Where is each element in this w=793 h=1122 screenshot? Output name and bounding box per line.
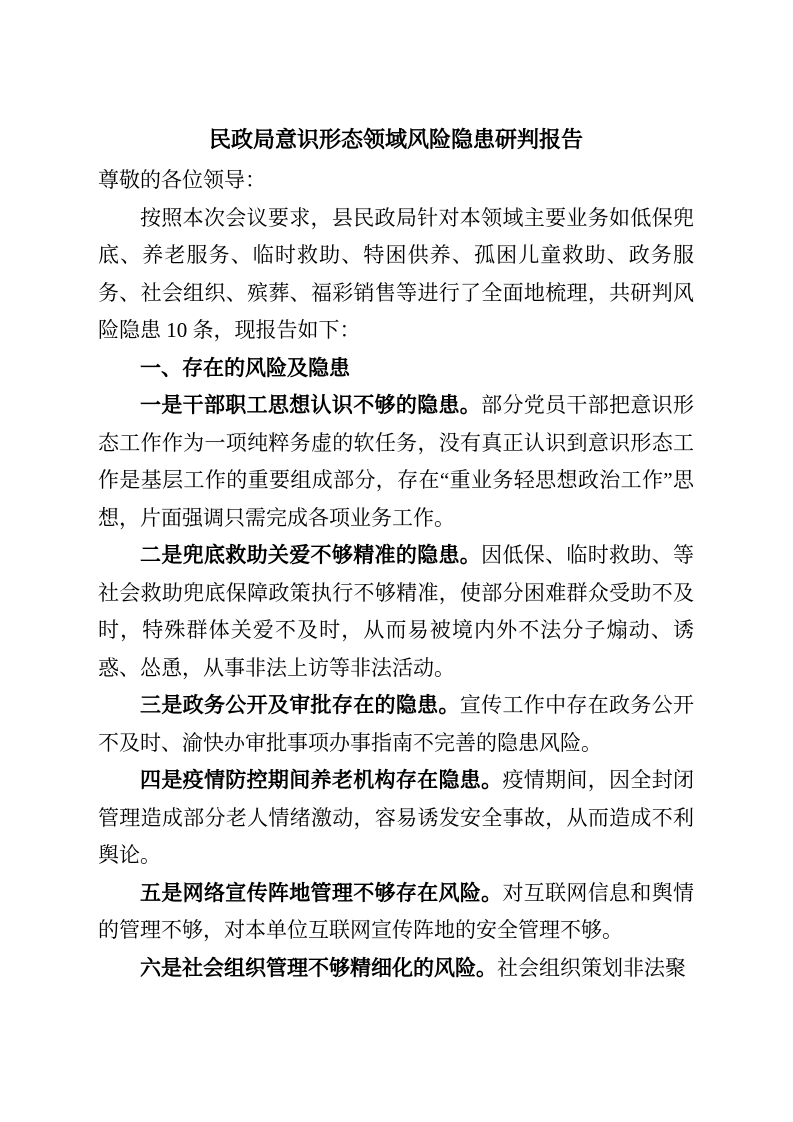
document-body [98, 162, 694, 987]
intro-paragraph [98, 200, 694, 350]
paragraph-lead: 一是干部职工思想认识不够的隐患。 [140, 393, 482, 417]
salutation-paragraph [98, 162, 694, 200]
risk-item-6-paragraph [98, 950, 694, 988]
risk-item-5-paragraph [98, 875, 694, 950]
paragraph-text: 部分党员干部把意识形态工作作为一项纯粹务虚的软任务，没有真正认识到意识形态工作是基层工作的重要组成部分，存在“重业务轻思想政治工作”思想，片面强调只需完成各项业务工作。 [98, 393, 695, 530]
paragraph-text: 尊敬的各位领导： [98, 168, 266, 192]
paragraph-text: 对互联网信息和舆情的管理不够，对本单位互联网宣传阵地的安全管理不够。 [98, 880, 695, 942]
paragraph-lead: 四是疫情防控期间养老机构存在隐患。 [140, 768, 503, 792]
paragraph-text: 按照本次会议要求，县民政局针对本领域主要业务如低保兜底、养老服务、临时救助、特困供养、孤困儿童救助、政务服务、社会组织、殡葬、福彩销售等进行了全面地梳理，共研判风险隐患 10 条，现报告如下： [98, 205, 694, 342]
paragraph-lead: 一、存在的风险及隐患 [140, 355, 350, 380]
paragraph-text: 宣传工作中存在政务公开不及时、渝快办审批事项办事指南不完善的隐患风险。 [98, 693, 695, 755]
paragraph-lead: 五是网络宣传阵地管理不够存在风险。 [140, 880, 503, 905]
risk-item-3-paragraph [98, 687, 694, 762]
paragraph-text: 因低保、临时救助、等社会救助兜底保障政策执行不够精准，使部分困难群众受助不及时，特殊群体关爱不及时，从而易被境内外不法分子煽动、诱惑、怂恿，从事非法上访等非法活动。 [98, 543, 695, 680]
risk-item-4-paragraph [98, 762, 694, 875]
paragraph-lead: 六是社会组织管理不够精细化的风险。 [140, 955, 497, 980]
paragraph-lead: 三是政务公开及审批存在的隐患。 [140, 693, 460, 717]
risk-item-2-paragraph [98, 537, 694, 687]
paragraph-text: 社会组织策划非法聚 [497, 955, 686, 980]
paragraph-lead: 二是兜底救助关爱不够精准的隐患。 [140, 543, 482, 567]
section-heading [98, 350, 694, 388]
document-title: 民政局意识形态领域风险隐患研判报告 [208, 127, 583, 152]
paragraph-text: 疫情期间，因全封闭管理造成部分老人情绪激动，容易诱发安全事故，从而造成不利舆论。 [98, 768, 695, 867]
risk-item-1-paragraph [98, 387, 694, 537]
